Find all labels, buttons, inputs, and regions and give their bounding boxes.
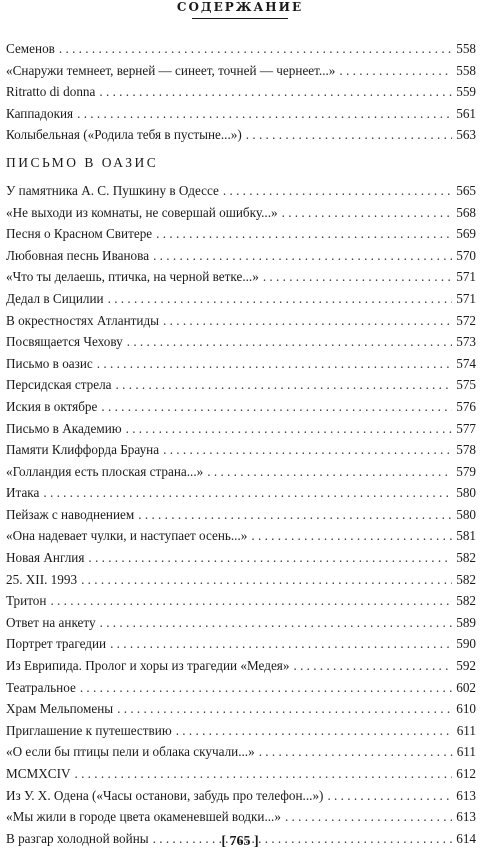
dot-leader: [153, 245, 452, 267]
dot-leader: [74, 763, 452, 785]
toc-entry-title: «Голландия есть плоская страна...»: [6, 463, 204, 479]
dot-leader: [99, 81, 452, 103]
toc-entry-page: 589: [456, 614, 476, 630]
toc-entry: [6, 439, 476, 461]
toc-entry-page: 611: [456, 722, 476, 738]
toc-entry: [6, 482, 476, 504]
toc-entry: [6, 202, 476, 224]
toc-entry-title: Тритон: [6, 593, 47, 609]
dot-leader: [100, 612, 453, 634]
toc-entry-title: 25. XII. 1993: [6, 571, 78, 587]
toc-entry-page: 613: [456, 809, 476, 825]
page-number: [ 765 ]: [221, 834, 259, 849]
toc-entry-page: 610: [456, 701, 476, 717]
dot-leader: [101, 396, 452, 418]
dot-leader: [327, 785, 452, 807]
toc-entry-title: «Мы жили в городе цвета окаменевшей водки...»: [6, 809, 281, 825]
toc-entry: [6, 763, 476, 785]
dot-leader: [108, 288, 453, 310]
dot-leader: [80, 677, 452, 699]
toc-entry: [6, 461, 476, 483]
toc-entry-page: 572: [456, 312, 476, 328]
toc-entry-title: «Она надевает чулки, и наступает осень...»: [6, 528, 248, 544]
dot-leader: [176, 720, 453, 742]
toc-entry: [6, 720, 476, 742]
toc-entry-title: Персидская стрела: [6, 377, 112, 393]
table-of-contents: [6, 38, 476, 849]
toc-entry-title: Ответ на анкету: [6, 614, 96, 630]
toc-entry-title: Иския в октябре: [6, 398, 98, 414]
dot-leader: [116, 374, 453, 396]
toc-entry-page: 558: [456, 62, 476, 78]
toc-entry-title: Театральное: [6, 679, 76, 695]
dot-leader: [223, 180, 452, 202]
toc-entry-title: Храм Мельпомены: [6, 701, 114, 717]
toc-entry-title: «О если бы птицы пели и облака скучали...»: [6, 744, 255, 760]
toc-entry-page: 565: [456, 182, 476, 198]
toc-entry-page: 582: [456, 593, 476, 609]
dot-leader: [207, 461, 452, 483]
toc-entry: [6, 785, 476, 807]
dot-leader: [156, 223, 452, 245]
toc-entry-page: 578: [456, 442, 476, 458]
dot-leader: [163, 310, 452, 332]
toc-entry-page: 611: [456, 744, 476, 760]
toc-entry: [6, 374, 476, 396]
dot-leader: [246, 124, 452, 146]
toc-entry: [6, 677, 476, 699]
toc-entry: [6, 331, 476, 353]
dot-leader: [263, 266, 452, 288]
toc-entry-page: 582: [456, 550, 476, 566]
dot-leader: [285, 806, 452, 828]
toc-entry-title: Каппадокия: [6, 105, 74, 121]
toc-entry-title: Из Еврипида. Пролог и хоры из трагедии «Медея»: [6, 658, 290, 674]
toc-entry-page: 559: [456, 84, 476, 100]
toc-entry-page: 561: [456, 105, 476, 121]
toc-entry-title: Из У. Х. Одена («Часы останови, забудь про телефон...»): [6, 787, 324, 803]
toc-entry-page: 580: [456, 485, 476, 501]
toc-entry-title: Ritratto di donna: [6, 84, 96, 100]
toc-entry-title: Приглашение к путешествию: [6, 722, 172, 738]
dot-leader: [97, 353, 452, 375]
toc-entry-title: В окрестностях Атлантиды: [6, 312, 160, 328]
dot-leader: [88, 547, 452, 569]
toc-entry-title: Песня о Красном Свитере: [6, 226, 153, 242]
toc-entry-title: У памятника А. С. Пушкину в Одессе: [6, 182, 219, 198]
toc-entry-page: 579: [456, 463, 476, 479]
toc-entry-title: «Снаружи темнеет, верней — синеет, точней — чернеет...»: [6, 62, 336, 78]
toc-entry: [6, 547, 476, 569]
toc-group-after: [6, 180, 476, 849]
toc-entry-page: 602: [456, 679, 476, 695]
toc-entry-title: Новая Англия: [6, 550, 85, 566]
toc-entry: [6, 81, 476, 103]
dot-leader: [77, 103, 452, 125]
toc-entry-page: 569: [456, 226, 476, 242]
toc-entry-page: 576: [456, 398, 476, 414]
toc-entry-page: 582: [456, 571, 476, 587]
dot-leader: [50, 590, 452, 612]
dot-leader: [43, 482, 452, 504]
toc-entry-page: 573: [456, 334, 476, 350]
toc-entry-title: «Не выходи из комнаты, не совершай ошибку...»: [6, 204, 278, 220]
dot-leader: [110, 633, 452, 655]
toc-entry-title: Письмо в оазис: [6, 355, 93, 371]
toc-entry: [6, 38, 476, 60]
toc-entry-page: 563: [456, 127, 476, 143]
toc-entry-title: Любовная песнь Иванова: [6, 247, 150, 263]
dot-leader: [59, 38, 452, 60]
toc-entry: [6, 223, 476, 245]
toc-entry-title: Дедал в Сицилии: [6, 290, 104, 306]
dot-leader: [81, 569, 452, 591]
toc-entry: [6, 103, 476, 125]
toc-entry: [6, 124, 476, 146]
dot-leader: [126, 418, 453, 440]
toc-entry: [6, 396, 476, 418]
dot-leader: [251, 525, 452, 547]
toc-entry: [6, 655, 476, 677]
running-head: СОДЕРЖАНИЕ: [176, 0, 304, 14]
toc-entry: [6, 180, 476, 202]
toc-entry-page: 571: [456, 290, 476, 306]
toc-entry-title: Колыбельная («Родила тебя в пустыне...»): [6, 127, 242, 143]
toc-entry-title: В разгар холодной войны: [6, 830, 149, 846]
toc-entry-page: 570: [456, 247, 476, 263]
toc-entry: [6, 633, 476, 655]
toc-entry-page: 612: [456, 766, 476, 781]
toc-entry: [6, 806, 476, 828]
toc-entry-page: 580: [456, 506, 476, 522]
toc-entry: [6, 504, 476, 526]
toc-entry-page: 574: [456, 355, 476, 371]
toc-entry: [6, 266, 476, 288]
dot-leader: [127, 331, 452, 353]
toc-entry-title: Портрет трагедии: [6, 636, 107, 652]
toc-entry-page: 613: [456, 787, 476, 803]
dot-leader: [163, 439, 452, 461]
toc-entry-page: 568: [456, 204, 476, 220]
toc-entry-page: 577: [456, 420, 476, 436]
toc-entry: [6, 590, 476, 612]
toc-entry-title: Итака: [6, 485, 40, 501]
toc-entry-page: 581: [456, 528, 476, 544]
toc-entry: [6, 245, 476, 267]
section-title: ПИСЬМО В ОАЗИС: [6, 154, 159, 170]
dot-leader: [282, 202, 453, 224]
toc-entry-page: 571: [456, 269, 476, 285]
toc-entry: [6, 60, 476, 82]
toc-entry-page: 590: [456, 636, 476, 652]
dot-leader: [339, 60, 452, 82]
toc-entry: [6, 310, 476, 332]
toc-entry: [6, 525, 476, 547]
dot-leader: [138, 504, 452, 526]
toc-entry-page: 614: [456, 830, 476, 846]
toc-entry-page: 575: [456, 377, 476, 393]
toc-entry: [6, 418, 476, 440]
toc-entry-title: MCMXCIV: [6, 766, 71, 781]
toc-entry-page: 592: [456, 658, 476, 674]
toc-entry: [6, 612, 476, 634]
running-head-rule: [192, 18, 288, 19]
toc-entry-title: Посвящается Чехову: [6, 334, 123, 350]
toc-entry-title: Пейзаж с наводнением: [6, 506, 135, 522]
dot-leader: [117, 698, 452, 720]
toc-entry: [6, 288, 476, 310]
toc-entry: [6, 741, 476, 763]
toc-entry-title: Письмо в Академию: [6, 420, 122, 436]
toc-group-before: [6, 38, 476, 146]
dot-leader: [293, 655, 452, 677]
toc-entry: [6, 353, 476, 375]
toc-entry-title: Семенов: [6, 41, 55, 56]
toc-entry-title: Памяти Клиффорда Брауна: [6, 442, 160, 458]
toc-entry-page: 558: [456, 41, 476, 56]
toc-entry: [6, 569, 476, 591]
toc-entry-title: «Что ты делаешь, птичка, на черной ветке...»: [6, 269, 259, 285]
dot-leader: [259, 741, 453, 763]
toc-entry: [6, 698, 476, 720]
